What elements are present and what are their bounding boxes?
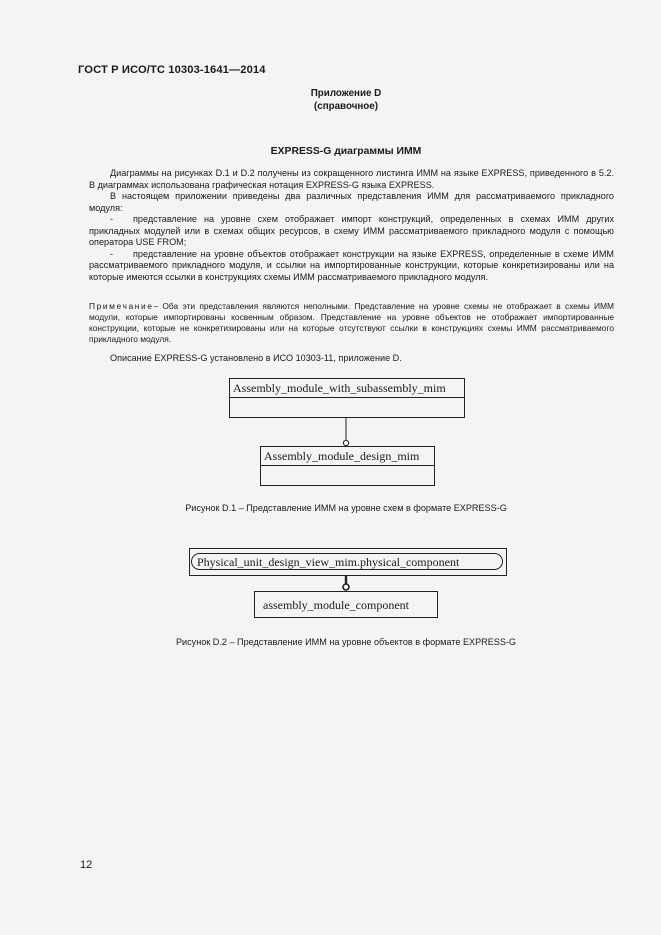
appendix-subtitle: (справочное) [314, 100, 378, 112]
schema-box-label: Assembly_module_design_mim [261, 447, 434, 466]
figure1-caption: Рисунок D.1 – Представление ИММ на уровне схем в формате EXPRESS-G [185, 503, 507, 513]
fig2-relation-end-circle [343, 584, 349, 590]
schema-box-label: Assembly_module_with_subassembly_mim [230, 379, 464, 398]
page-number: 12 [80, 859, 93, 871]
description-text: Описание EXPRESS-G установлено в ИСО 10303-11, приложение D. [110, 353, 402, 363]
section-title: EXPRESS-G диаграммы ИММ [270, 146, 422, 157]
paragraph-representations: В настоящем приложении приведены два различных представления ИММ для рассматриваемого прикладного модуля: [89, 191, 614, 213]
list-item-text: представление на уровне схем отображает импорт конструкций, определенных в схемах ИММ других прикладных модулей или в схемах общих ресурсов, в схему ИММ рассматриваемого прикладного модуля с помощью оператора USE FROM; [89, 214, 614, 247]
list-dash: - [110, 214, 114, 224]
entity-box-assembly-module-component: assembly_module_component [254, 591, 438, 618]
paragraph-intro: Диаграммы на рисунках D.1 и D.2 получены из сокращенного листинга ИММ на языке EXPRESS, приведенного в 5.2. В диаграммах использована графическая нотация EXPRESS-G языка EXPRESS. [89, 168, 614, 190]
entity-label: Physical_unit_design_view_mim.physical_component [191, 553, 503, 570]
note-label: Примечание [89, 301, 154, 311]
list-item-text: представление на уровне объектов отображает конструкции на языке EXPRESS, определенные в схеме ИММ рассматриваемого прикладного модуля, и ссылки на импортированные конструкции, которые конкретизированы или на которые имеются ссылки в конструкциях схемы ИММ рассматриваемого прикладного модуля. [89, 248, 614, 282]
list-dash: - [110, 248, 114, 259]
standard-header: ГОСТ Р ИСО/ТС 10303-1641—2014 [78, 64, 266, 76]
fig1-relation-end-circle [343, 440, 348, 445]
note-text: – Оба эти представления являются неполными. Представление на уровне схемы не отображает в схемы ИММ модули, которые импортированы косвенным образом. Представление на уровне объектов не отображает импортированные конструкции, которые не конкретизированы или на которые отсутствуют ссылки в конструкциях схемы ИММ рассматриваемого прикладного модуля. [89, 301, 614, 344]
appendix-title: Приложение D [310, 88, 382, 99]
figure2-caption: Рисунок D.2 – Представление ИММ на уровне объектов в формате EXPRESS-G [175, 637, 517, 647]
